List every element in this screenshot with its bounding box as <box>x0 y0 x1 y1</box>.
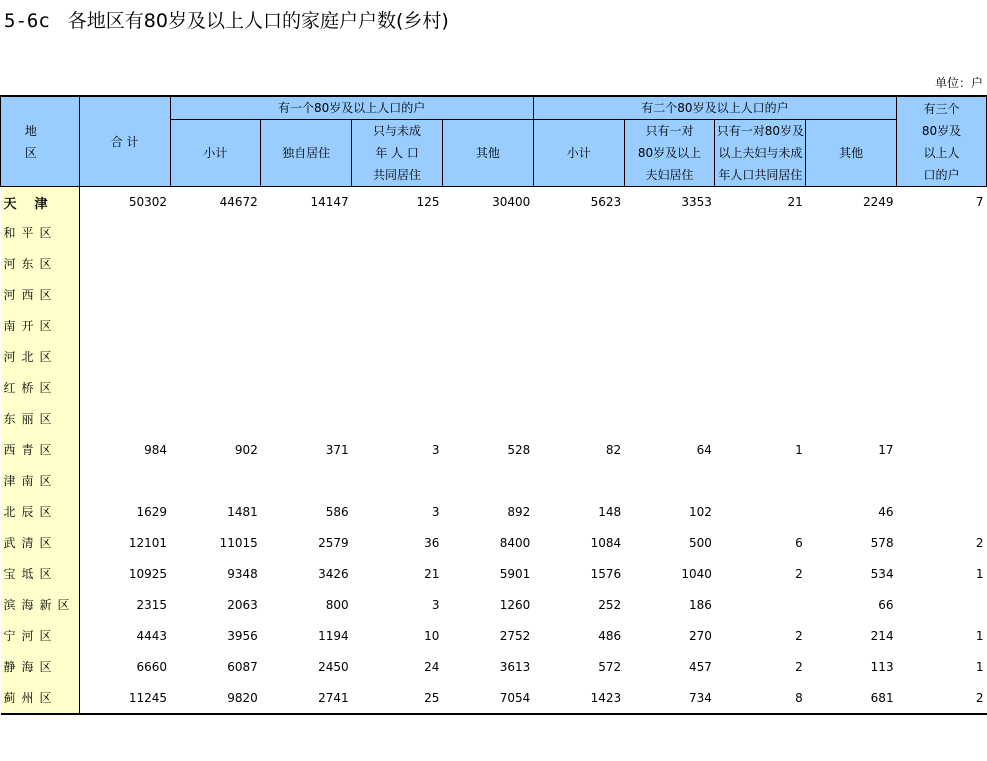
table-cell <box>170 403 261 434</box>
table-cell <box>715 217 806 248</box>
table-cell <box>533 310 624 341</box>
table-cell <box>261 372 352 403</box>
table-row <box>1 248 987 279</box>
table-row <box>1 187 987 218</box>
table-cell: 681 <box>806 682 897 714</box>
table-cell <box>897 248 987 279</box>
table-cell <box>261 465 352 496</box>
header-g1-alone: 独自居住 <box>261 120 352 187</box>
table-title: 各地区有80岁及以上人口的家庭户户数(乡村) <box>67 10 449 32</box>
table-cell: 30400 <box>492 195 531 209</box>
table-cell: 270 <box>689 628 712 643</box>
table-cell: 1040 <box>681 566 712 581</box>
table-cell <box>261 279 352 310</box>
table-row <box>1 403 987 434</box>
table-row <box>1 620 987 651</box>
table-row <box>1 682 987 714</box>
table-cell <box>442 279 533 310</box>
table-cell <box>897 589 987 620</box>
table-row <box>1 589 987 620</box>
table-cell <box>715 310 806 341</box>
table-cell: 186 <box>689 597 712 612</box>
table-cell <box>715 465 806 496</box>
table-cell: 102 <box>689 504 712 519</box>
table-cell: 9820 <box>170 682 261 714</box>
table-cell <box>533 403 624 434</box>
table-cell <box>79 403 170 434</box>
table-cell: 572 <box>598 659 622 674</box>
table-cell: 3613 <box>499 659 531 674</box>
table-cell <box>261 310 352 341</box>
table-cell: 11245 <box>79 682 170 714</box>
table-cell <box>533 465 624 496</box>
table-cell: 800 <box>325 597 349 612</box>
table-cell <box>79 248 170 279</box>
table-cell <box>79 217 170 248</box>
table-cell <box>352 341 443 372</box>
table-cell <box>442 372 533 403</box>
table-cell <box>352 248 443 279</box>
table-cell <box>533 341 624 372</box>
table-cell: 148 <box>598 504 622 519</box>
table-cell: 252 <box>598 597 622 612</box>
table-cell <box>897 434 987 465</box>
header-g2-couple: 只有一对 80岁及以上 夫妇居住 <box>624 120 715 187</box>
table-cell: 1 <box>975 659 984 674</box>
table-cell: 902 <box>234 442 258 457</box>
table-cell <box>170 310 261 341</box>
table-row <box>1 527 987 558</box>
table-cell: 457 <box>689 659 712 674</box>
table-cell <box>442 403 533 434</box>
table-cell <box>79 310 170 341</box>
table-cell <box>897 465 987 496</box>
table-cell: 8 <box>715 682 806 714</box>
table-cell: 50302 <box>128 195 168 209</box>
table-cell <box>806 217 897 248</box>
table-cell <box>715 279 806 310</box>
table-cell <box>442 341 533 372</box>
table-cell: 734 <box>624 682 715 714</box>
table-cell: 528 <box>507 442 531 457</box>
table-cell <box>624 310 715 341</box>
table-cell <box>533 372 624 403</box>
table-cell <box>897 279 987 310</box>
table-cell: 1084 <box>590 535 622 550</box>
table-cell: 14147 <box>310 195 349 209</box>
table-cell <box>897 341 987 372</box>
table-cell: 24 <box>424 659 440 674</box>
table-cell <box>352 465 443 496</box>
table-cell: 1 <box>975 628 984 643</box>
header-g2-subtotal: 小计 <box>533 120 624 187</box>
header-g2-other: 其他 <box>806 120 897 187</box>
table-cell <box>624 341 715 372</box>
table-cell <box>170 341 261 372</box>
table-cell <box>897 217 987 248</box>
table-cell: 17 <box>878 442 894 457</box>
table-cell <box>806 341 897 372</box>
table-cell <box>806 465 897 496</box>
table-cell: 3956 <box>227 628 258 643</box>
table-cell: 64 <box>696 442 712 457</box>
table-row <box>1 372 987 403</box>
table-cell <box>624 248 715 279</box>
table-row <box>1 651 987 682</box>
table-cell <box>261 217 352 248</box>
table-cell <box>170 217 261 248</box>
header-g1-subtotal: 小计 <box>170 120 261 187</box>
region-name: 和平区 <box>1 217 80 248</box>
table-cell: 3 <box>431 504 440 519</box>
region-name: 南开区 <box>1 310 80 341</box>
table-cell <box>806 403 897 434</box>
table-cell <box>897 310 987 341</box>
table-cell <box>79 372 170 403</box>
table-cell: 82 <box>605 442 622 457</box>
region-name: 河西区 <box>1 279 80 310</box>
table-cell: 4443 <box>136 628 168 643</box>
table-cell <box>79 279 170 310</box>
table-cell <box>806 310 897 341</box>
table-cell <box>352 403 443 434</box>
table-cell <box>533 279 624 310</box>
table-cell: 3426 <box>318 566 349 581</box>
table-cell <box>442 465 533 496</box>
table-cell: 534 <box>870 566 894 581</box>
region-name: 河东区 <box>1 248 80 279</box>
table-cell: 500 <box>689 535 712 550</box>
table-cell <box>715 341 806 372</box>
table-cell <box>170 248 261 279</box>
table-cell <box>79 341 170 372</box>
table-cell: 3 <box>431 442 440 457</box>
table-row <box>1 434 987 465</box>
header-g1-other: 其他 <box>442 120 533 187</box>
table-cell: 113 <box>870 659 894 674</box>
table-cell: 892 <box>507 504 531 519</box>
table-cell: 3353 <box>681 195 712 209</box>
table-cell: 2741 <box>261 682 352 714</box>
table-cell: 2579 <box>318 535 349 550</box>
table-cell: 2 <box>897 682 987 714</box>
table-cell <box>897 403 987 434</box>
table-cell: 44672 <box>219 195 258 209</box>
table-cell: 1 <box>795 442 803 457</box>
table-row <box>1 310 987 341</box>
header-group-one: 有一个80岁及以上人口的户 <box>170 96 533 120</box>
region-name: 天津 <box>1 187 80 218</box>
table-cell <box>533 248 624 279</box>
header-total: 合 计 <box>79 96 170 187</box>
table-cell <box>897 496 987 527</box>
table-cell: 5901 <box>499 566 531 581</box>
table-cell: 1260 <box>499 597 531 612</box>
table-cell: 3 <box>431 597 440 612</box>
table-cell <box>806 372 897 403</box>
table-cell: 5623 <box>590 195 622 209</box>
table-row <box>1 217 987 248</box>
table-cell: 6660 <box>136 659 168 674</box>
table-cell: 1194 <box>318 628 349 643</box>
table-cell <box>352 217 443 248</box>
table-cell: 36 <box>424 535 440 550</box>
region-name: 宁河区 <box>1 620 80 651</box>
table-cell <box>261 403 352 434</box>
region-name: 西青区 <box>1 434 80 465</box>
table-cell <box>170 372 261 403</box>
table-cell: 214 <box>870 628 894 643</box>
table-cell <box>442 310 533 341</box>
table-cell: 2063 <box>227 597 258 612</box>
page-title <box>4 6 449 33</box>
table-cell: 7054 <box>442 682 533 714</box>
table-cell <box>352 279 443 310</box>
table-cell: 578 <box>870 535 894 550</box>
table-cell: 1481 <box>227 504 258 519</box>
table-cell <box>806 279 897 310</box>
table-cell <box>806 248 897 279</box>
table-cell <box>352 310 443 341</box>
table-cell: 2752 <box>499 628 531 643</box>
table-cell <box>624 465 715 496</box>
table-cell: 66 <box>878 597 894 612</box>
table-cell <box>624 403 715 434</box>
table-cell: 1 <box>975 566 984 581</box>
table-cell: 1423 <box>533 682 624 714</box>
region-name: 河北区 <box>1 341 80 372</box>
table-cell <box>715 248 806 279</box>
table-row <box>1 465 987 496</box>
table-row <box>1 279 987 310</box>
table-cell: 984 <box>144 442 168 457</box>
table-cell <box>442 217 533 248</box>
table-cell: 2315 <box>136 597 168 612</box>
table-cell: 21 <box>424 566 440 581</box>
table-cell: 586 <box>325 504 349 519</box>
header-region: 地 区 <box>1 96 80 187</box>
region-name: 东丽区 <box>1 403 80 434</box>
region-name: 宝坻区 <box>1 558 80 589</box>
table-row <box>1 558 987 589</box>
region-name: 滨海新区 <box>1 589 80 620</box>
header-group-three: 有三个 80岁及 以上人 口的户 <box>897 96 987 187</box>
table-cell: 6087 <box>227 659 258 674</box>
header-g2-couple-minors: 只有一对80岁及 以上夫妇与未成 年人口共同居住 <box>715 120 806 187</box>
table-row <box>1 341 987 372</box>
table-cell <box>624 372 715 403</box>
table-cell: 2 <box>795 628 803 643</box>
table-cell: 2249 <box>863 195 894 209</box>
table-cell: 8400 <box>499 535 531 550</box>
table-cell <box>79 465 170 496</box>
table-cell <box>352 372 443 403</box>
table-cell: 11015 <box>219 535 258 550</box>
table-cell <box>715 496 806 527</box>
table-cell: 10925 <box>128 566 168 581</box>
table-cell: 46 <box>878 504 894 519</box>
table-cell: 2 <box>795 566 803 581</box>
unit-label: 单位：户 <box>934 76 983 90</box>
header-g1-with-minors: 只与未成 年 人 口 共同居住 <box>352 120 443 187</box>
table-cell <box>715 372 806 403</box>
table-cell: 2 <box>795 659 803 674</box>
table-cell: 12101 <box>128 535 168 550</box>
region-name: 红桥区 <box>1 372 80 403</box>
region-name: 武清区 <box>1 527 80 558</box>
table-cell: 486 <box>598 628 622 643</box>
table-code: 5-6c <box>4 10 50 32</box>
table-row <box>1 496 987 527</box>
table-cell <box>533 217 624 248</box>
table-cell: 1576 <box>590 566 622 581</box>
table-cell: 1629 <box>136 504 168 519</box>
table-cell: 371 <box>325 442 349 457</box>
region-name: 津南区 <box>1 465 80 496</box>
table-cell: 125 <box>416 195 440 209</box>
data-table <box>0 95 987 715</box>
table-cell <box>715 403 806 434</box>
table-cell <box>261 341 352 372</box>
table-cell: 7 <box>975 195 984 209</box>
table-cell <box>715 589 806 620</box>
table-cell <box>170 465 261 496</box>
table-cell: 9348 <box>227 566 258 581</box>
table-cell: 2450 <box>318 659 349 674</box>
region-name: 蓟州区 <box>1 682 80 714</box>
table-cell <box>261 248 352 279</box>
table-cell: 6 <box>795 535 803 550</box>
table-cell <box>624 279 715 310</box>
table-cell: 25 <box>352 682 443 714</box>
region-name: 静海区 <box>1 651 80 682</box>
header-group-two: 有二个80岁及以上人口的户 <box>533 96 896 120</box>
table-cell <box>897 372 987 403</box>
table-cell: 21 <box>787 195 803 209</box>
table-cell: 10 <box>424 628 440 643</box>
region-name: 北辰区 <box>1 496 80 527</box>
table-cell <box>624 217 715 248</box>
table-cell <box>442 248 533 279</box>
table-cell <box>170 279 261 310</box>
table-cell: 2 <box>975 535 984 550</box>
